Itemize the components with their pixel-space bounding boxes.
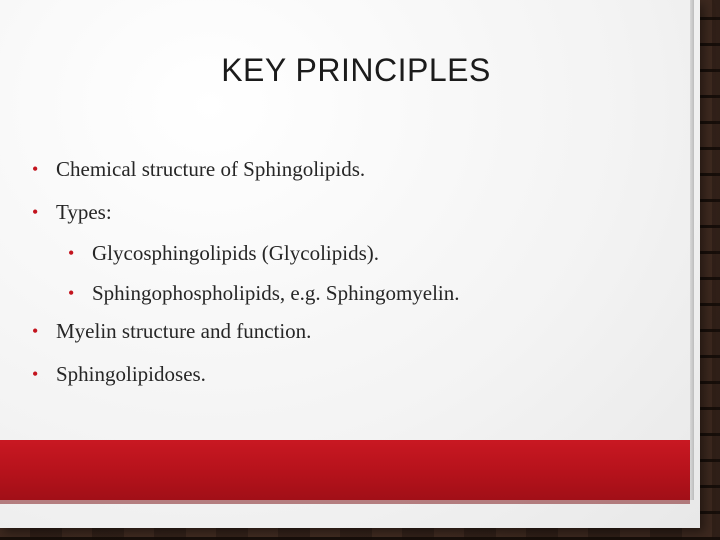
bullet-dot-icon: • — [32, 202, 39, 222]
bullet-item — [32, 157, 365, 182]
bullet-text: Sphingolipidoses. — [56, 362, 206, 386]
bullet-item — [32, 319, 311, 344]
bullet-item — [32, 200, 112, 225]
bullet-dot-icon: • — [32, 321, 39, 341]
accent-bar — [0, 440, 690, 500]
bullet-dot-icon: • — [32, 364, 39, 384]
accent-bar-shadow — [0, 500, 690, 504]
bullet-dot-icon: • — [32, 159, 39, 179]
slide-title: KEY PRINCIPLES — [221, 52, 491, 88]
bullet-dot-icon: • — [68, 283, 75, 303]
sub-bullet-item — [68, 281, 460, 306]
bullet-text: Chemical structure of Sphingolipids. — [56, 157, 366, 181]
bullet-text: Myelin structure and function. — [56, 319, 312, 343]
bullet-text: Sphingophospholipids, e.g. Sphingomyelin. — [92, 281, 460, 305]
bullet-text: Types: — [56, 200, 112, 224]
sub-bullet-item — [68, 241, 379, 266]
bullet-item — [32, 362, 206, 387]
bullet-dot-icon: • — [68, 243, 75, 263]
bullet-text: Glycosphingolipids (Glycolipids). — [92, 241, 379, 265]
